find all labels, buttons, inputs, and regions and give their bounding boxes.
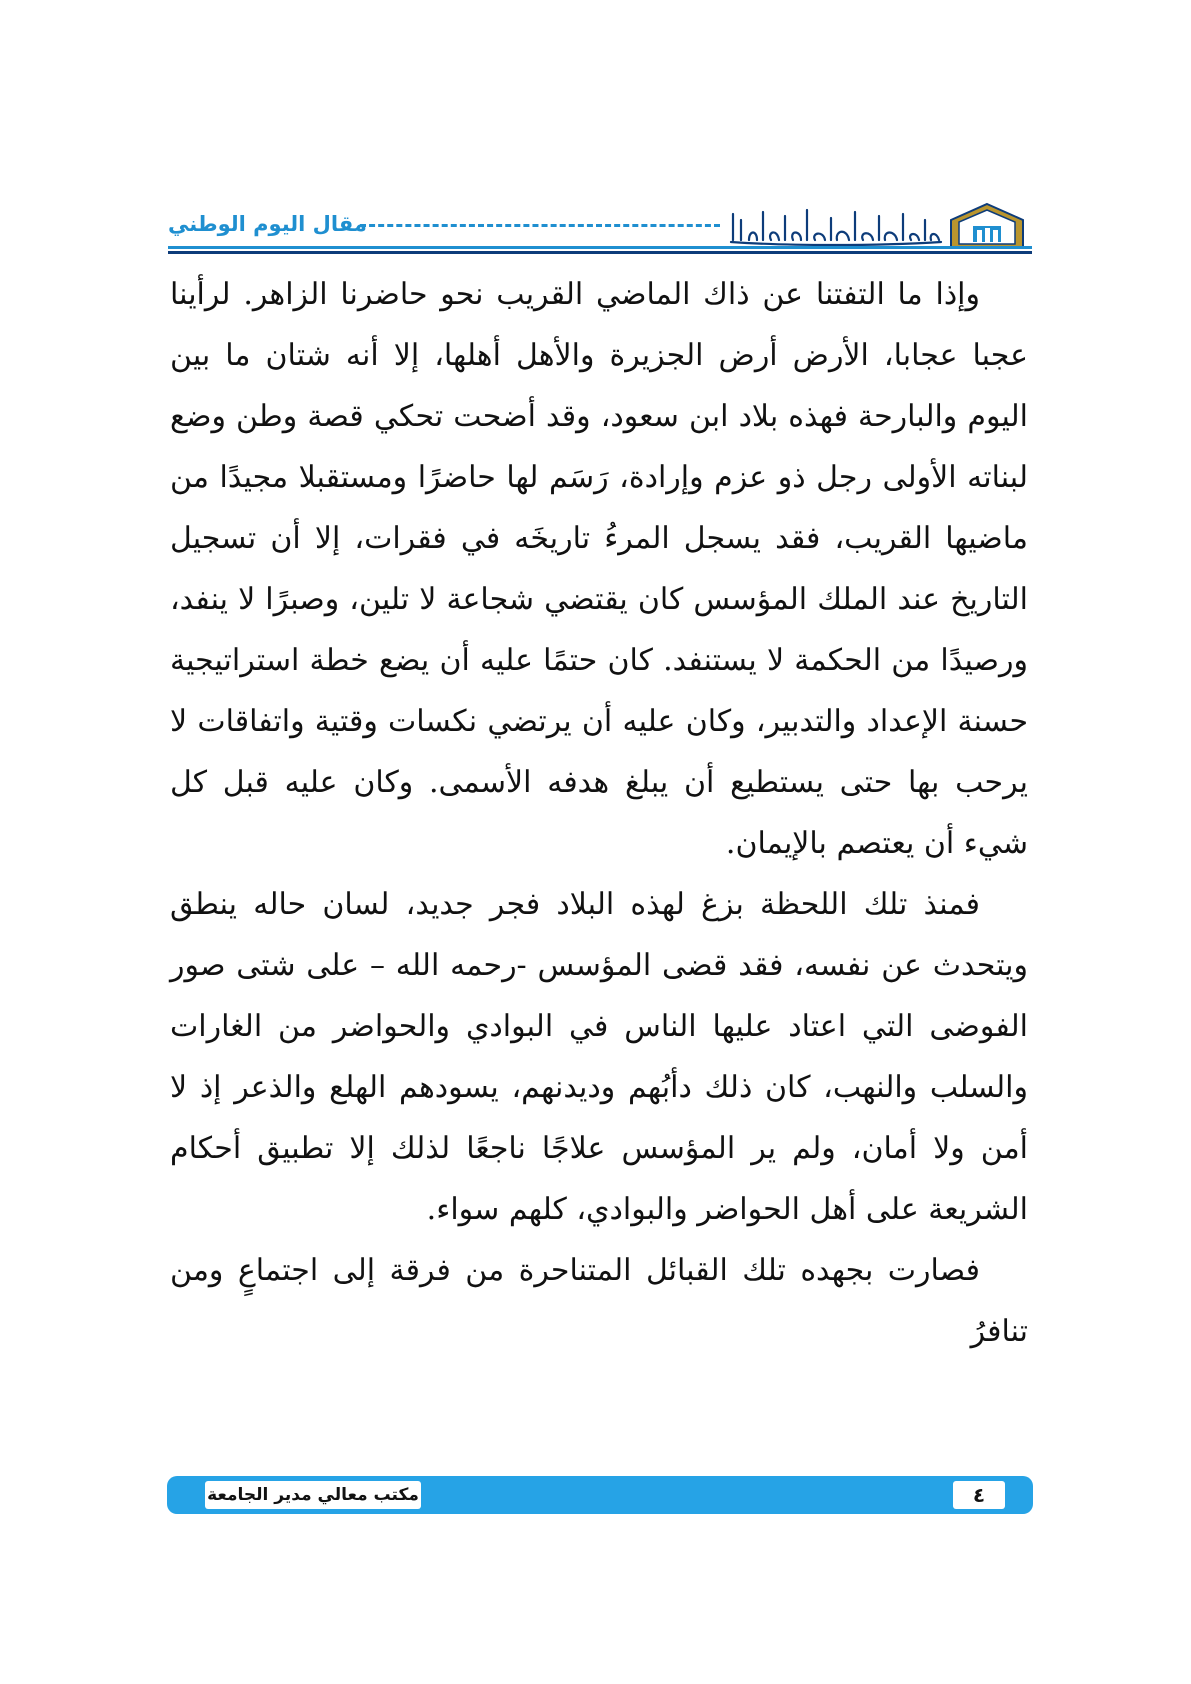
paragraph: وإذا ما التفتنا عن ذاك الماضي القريب نحو حاضرنا الزاهر. لرأينا عجبا عجابا، الأرض أرض الجزيرة والأهل أهلها، إلا أنه شتان ما بين اليوم والبارحة فهذه بلاد ابن سعود، وقد أضحت تحكي قصة وطن وضع لبناته الأولى رجل ذو عزم وإرادة، رَسَم لها حاضرًا ومستقبلا مجيدًا من ماضيها القريب، فقد يسجل المرءُ تاريخَه في فقرات، إلا أن تسجيل التاريخ عند الملك المؤسس كان يقتضي شجاعة لا تلين، وصبرًا لا ينفد، ورصيدًا من الحكمة لا يستنفد. كان حتمًا عليه أن يضع خطة استراتيجية حسنة الإعداد والتدبير، وكان عليه أن يرتضي نكسات وقتية واتفاقات لا يرحب بها حتى يستطيع أن يبلغ هدفه الأسمى. وكان عليه قبل كل شيء أن يعتصم بالإيمان. — [170, 277, 1028, 861]
article-body — [170, 264, 1028, 1362]
header-title: مقال اليوم الوطني — [168, 212, 367, 236]
header-rule-blue — [168, 246, 1032, 249]
paragraph: فصارت بجهده تلك القبائل المتناحرة من فرقة إلى اجتماعٍ ومن تنافرُ — [170, 1253, 1028, 1349]
footer-office-label: مكتب معالي مدير الجامعة — [205, 1481, 421, 1509]
header-dashed-line — [360, 224, 720, 227]
paragraph: فمنذ تلك اللحظة بزغ لهذه البلاد فجر جديد، لسان حاله ينطق ويتحدث عن نفسه، فقد قضى المؤسس -رحمه الله – على شتى صور الفوضى التي اعتاد عليها الناس في البوادي والحواضر من الغارات والسلب والنهب، كان ذلك دأبُهم وديدنهم، يسودهم الهلع والذعر إذ لا أمن ولا أمان، ولم ير المؤسس علاجًا ناجعًا لذلك إلا تطبيق أحكام الشريعة على أهل الحواضر والبوادي، كلهم سواء. — [170, 887, 1028, 1227]
header-rule-navy — [168, 251, 1032, 254]
page-number: ٤ — [953, 1481, 1005, 1509]
university-logo-icon — [727, 200, 1032, 250]
university-logo — [727, 200, 1032, 250]
page-header — [168, 200, 1032, 254]
page-footer — [167, 1476, 1033, 1514]
